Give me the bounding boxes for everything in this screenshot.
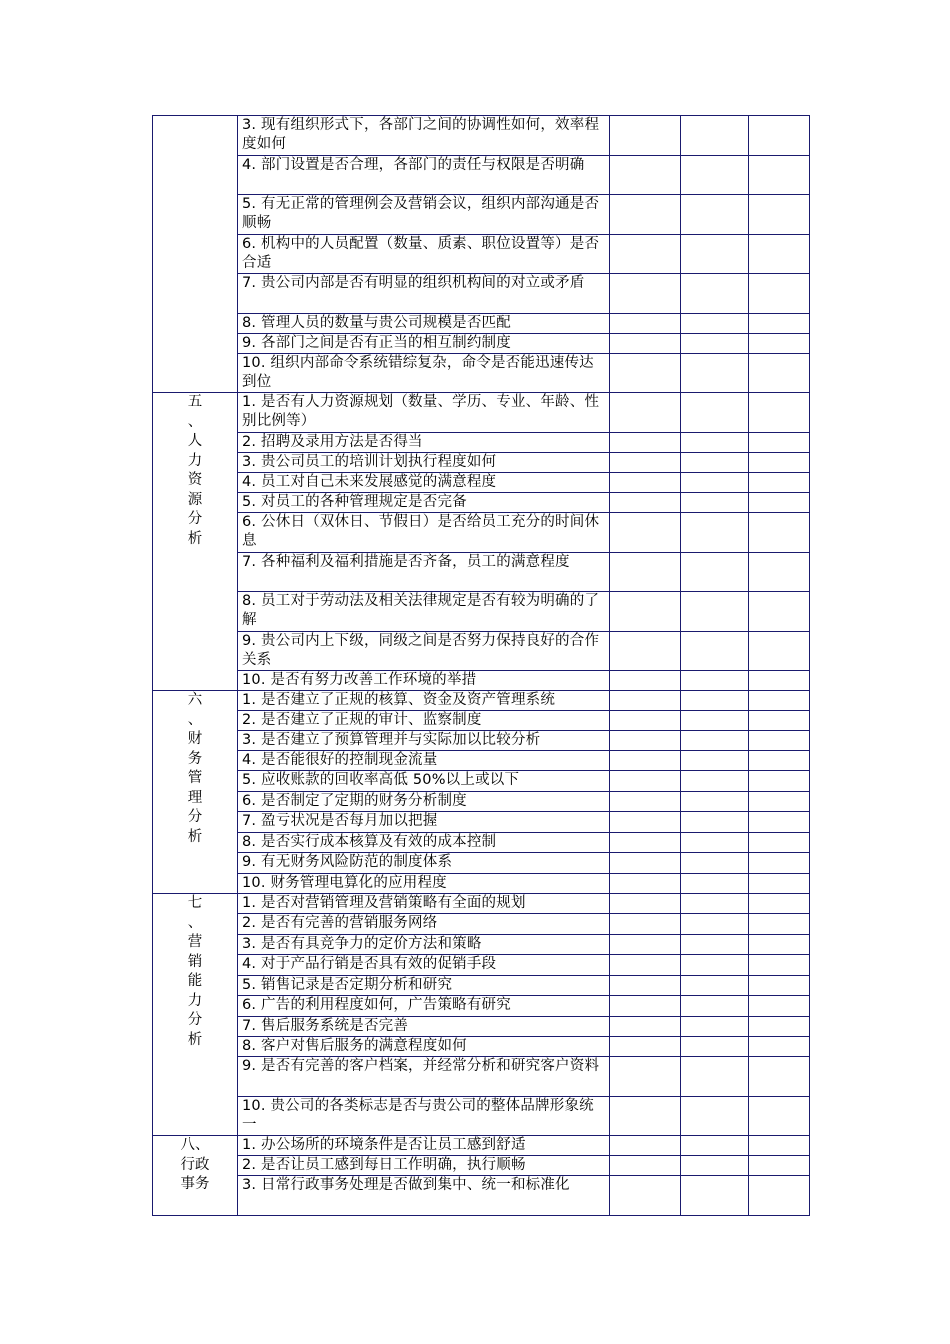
rating-cell: [610, 274, 681, 314]
checklist-item: 8. 是否实行成本核算及有效的成本控制: [238, 833, 610, 853]
rating-cell: [681, 812, 749, 833]
rating-cell: [749, 334, 810, 354]
checklist-item: 5. 销售记录是否定期分析和研究: [238, 976, 610, 996]
rating-cell: [610, 771, 681, 792]
rating-cell: [610, 1057, 681, 1097]
rating-cell: [681, 314, 749, 334]
checklist-item: 9. 有无财务风险防范的制度体系: [238, 853, 610, 874]
rating-cell: [610, 592, 681, 632]
rating-cell: [681, 792, 749, 812]
rating-cell: [749, 235, 810, 274]
rating-cell: [681, 116, 749, 156]
section-title-hr: 五 、 人 力 资 源 分 析: [153, 393, 238, 691]
checklist-item: 7. 贵公司内部是否有明显的组织机构间的对立或矛盾: [238, 274, 610, 314]
rating-cell: [610, 1017, 681, 1037]
checklist-item: 1. 是否有人力资源规划（数量、学历、专业、年龄、性别比例等）: [238, 393, 610, 433]
table-row: [153, 751, 810, 771]
rating-cell: [610, 996, 681, 1017]
rating-cell: [681, 195, 749, 235]
rating-cell: [681, 513, 749, 553]
rating-cell: [749, 771, 810, 792]
rating-cell: [610, 853, 681, 874]
checklist-item: 9. 是否有完善的客户档案，并经常分析和研究客户资料: [238, 1057, 610, 1097]
rating-cell: [681, 156, 749, 195]
checklist-item: 3. 是否建立了预算管理并与实际加以比较分析: [238, 731, 610, 751]
rating-cell: [681, 935, 749, 955]
rating-cell: [610, 1136, 681, 1156]
section-cell-continued: [153, 116, 238, 393]
table-row: [153, 116, 810, 156]
rating-cell: [749, 493, 810, 513]
rating-cell: [749, 314, 810, 334]
rating-cell: [749, 996, 810, 1017]
table-row: [153, 235, 810, 274]
checklist-item: 8. 管理人员的数量与贵公司规模是否匹配: [238, 314, 610, 334]
table-row: [153, 914, 810, 935]
checklist-item: 6. 广告的利用程度如何，广告策略有研究: [238, 996, 610, 1017]
checklist-item: 8. 客户对售后服务的满意程度如何: [238, 1037, 610, 1057]
rating-cell: [610, 812, 681, 833]
rating-cell: [681, 853, 749, 874]
rating-cell: [610, 874, 681, 894]
table-row: [153, 195, 810, 235]
rating-cell: [610, 1176, 681, 1216]
rating-cell: [610, 553, 681, 592]
analysis-checklist-table: [152, 115, 810, 1216]
rating-cell: [610, 235, 681, 274]
rating-cell: [610, 116, 681, 156]
rating-cell: [610, 156, 681, 195]
rating-cell: [681, 632, 749, 671]
table-row: [153, 1097, 810, 1136]
table-row: [153, 833, 810, 853]
table-row: [153, 996, 810, 1017]
table-row: [153, 1156, 810, 1176]
table-row: [153, 812, 810, 833]
checklist-item: 7. 售后服务系统是否完善: [238, 1017, 610, 1037]
table-row: [153, 354, 810, 393]
rating-cell: [610, 632, 681, 671]
rating-cell: [749, 553, 810, 592]
rating-cell: [749, 453, 810, 473]
checklist-item: 7. 各种福利及福利措施是否齐备，员工的满意程度: [238, 553, 610, 592]
checklist-item: 1. 办公场所的环境条件是否让员工感到舒适: [238, 1136, 610, 1156]
rating-cell: [610, 1097, 681, 1136]
table-row: [153, 553, 810, 592]
checklist-item: 2. 是否有完善的营销服务网络: [238, 914, 610, 935]
rating-cell: [681, 274, 749, 314]
section-title-marketing: 七 、 营 销 能 力 分 析: [153, 894, 238, 1136]
checklist-item: 10. 贵公司的各类标志是否与贵公司的整体品牌形象统一: [238, 1097, 610, 1136]
checklist-item: 4. 对于产品行销是否具有效的促销手段: [238, 955, 610, 976]
rating-cell: [610, 493, 681, 513]
rating-cell: [749, 1136, 810, 1156]
table-row: [153, 691, 810, 711]
table-row: [153, 274, 810, 314]
rating-cell: [610, 195, 681, 235]
table-row: [153, 853, 810, 874]
checklist-item: 3. 贵公司员工的培训计划执行程度如何: [238, 453, 610, 473]
rating-cell: [610, 976, 681, 996]
rating-cell: [610, 453, 681, 473]
rating-cell: [749, 433, 810, 453]
checklist-item: 4. 是否能很好的控制现金流量: [238, 751, 610, 771]
checklist-item: 3. 现有组织形式下，各部门之间的协调性如何，效率程度如何: [238, 116, 610, 156]
rating-cell: [681, 1057, 749, 1097]
rating-cell: [749, 1097, 810, 1136]
rating-cell: [610, 894, 681, 914]
rating-cell: [610, 671, 681, 691]
checklist-item: 5. 有无正常的管理例会及营销会议，组织内部沟通是否顺畅: [238, 195, 610, 235]
rating-cell: [681, 1097, 749, 1136]
rating-cell: [749, 156, 810, 195]
rating-cell: [749, 632, 810, 671]
table-row: [153, 894, 810, 914]
rating-cell: [749, 731, 810, 751]
rating-cell: [610, 1037, 681, 1057]
rating-cell: [681, 433, 749, 453]
rating-cell: [749, 393, 810, 433]
rating-cell: [681, 453, 749, 473]
rating-cell: [681, 1037, 749, 1057]
rating-cell: [749, 195, 810, 235]
rating-cell: [610, 792, 681, 812]
checklist-item: 2. 是否让员工感到每日工作明确，执行顺畅: [238, 1156, 610, 1176]
table-row: [153, 935, 810, 955]
table-row: [153, 513, 810, 553]
rating-cell: [749, 894, 810, 914]
table-row: [153, 632, 810, 671]
rating-cell: [681, 955, 749, 976]
rating-cell: [610, 1156, 681, 1176]
table-row: [153, 592, 810, 632]
table-row: [153, 473, 810, 493]
checklist-item: 5. 应收账款的回收率高低 50%以上或以下: [238, 771, 610, 792]
rating-cell: [681, 592, 749, 632]
rating-cell: [610, 711, 681, 731]
rating-cell: [681, 1017, 749, 1037]
table-row: [153, 731, 810, 751]
checklist-item: 6. 是否制定了定期的财务分析制度: [238, 792, 610, 812]
rating-cell: [681, 874, 749, 894]
checklist-item: 2. 是否建立了正规的审计、监察制度: [238, 711, 610, 731]
rating-cell: [749, 1156, 810, 1176]
table-row: [153, 453, 810, 473]
rating-cell: [681, 334, 749, 354]
rating-cell: [749, 792, 810, 812]
checklist-item: 3. 是否有具竞争力的定价方法和策略: [238, 935, 610, 955]
rating-cell: [610, 314, 681, 334]
table-row: [153, 792, 810, 812]
rating-cell: [749, 513, 810, 553]
rating-cell: [749, 976, 810, 996]
table-row: [153, 493, 810, 513]
rating-cell: [681, 1136, 749, 1156]
rating-cell: [749, 711, 810, 731]
rating-cell: [610, 433, 681, 453]
table-row: [153, 314, 810, 334]
rating-cell: [681, 711, 749, 731]
checklist-item: 10. 财务管理电算化的应用程度: [238, 874, 610, 894]
rating-cell: [610, 393, 681, 433]
checklist-item: 8. 员工对于劳动法及相关法律规定是否有较为明确的了解: [238, 592, 610, 632]
table-row: [153, 671, 810, 691]
rating-cell: [681, 833, 749, 853]
checklist-item: 2. 招聘及录用方法是否得当: [238, 433, 610, 453]
checklist-item: 3. 日常行政事务处理是否做到集中、统一和标准化: [238, 1176, 610, 1216]
table-row: [153, 433, 810, 453]
rating-cell: [681, 894, 749, 914]
rating-cell: [749, 833, 810, 853]
rating-cell: [681, 691, 749, 711]
section-title-finance: 六 、 财 务 管 理 分 析: [153, 691, 238, 894]
rating-cell: [681, 914, 749, 935]
rating-cell: [610, 354, 681, 393]
table-row: [153, 1017, 810, 1037]
rating-cell: [681, 996, 749, 1017]
rating-cell: [749, 671, 810, 691]
rating-cell: [749, 935, 810, 955]
checklist-item: 5. 对员工的各种管理规定是否完备: [238, 493, 610, 513]
table-row: [153, 771, 810, 792]
rating-cell: [749, 812, 810, 833]
rating-cell: [681, 553, 749, 592]
rating-cell: [610, 935, 681, 955]
rating-cell: [681, 493, 749, 513]
rating-cell: [610, 513, 681, 553]
rating-cell: [610, 914, 681, 935]
table-row: [153, 976, 810, 996]
section-title-admin: 八、 行政 事务: [153, 1136, 238, 1216]
rating-cell: [681, 1176, 749, 1216]
rating-cell: [749, 751, 810, 771]
rating-cell: [749, 1017, 810, 1037]
checklist-item: 7. 盈亏状况是否每月加以把握: [238, 812, 610, 833]
rating-cell: [749, 116, 810, 156]
rating-cell: [681, 1156, 749, 1176]
rating-cell: [749, 955, 810, 976]
checklist-item: 1. 是否对营销管理及营销策略有全面的规划: [238, 894, 610, 914]
rating-cell: [749, 274, 810, 314]
rating-cell: [610, 691, 681, 711]
table-row: [153, 334, 810, 354]
table-row: [153, 156, 810, 195]
checklist-item: 9. 各部门之间是否有正当的相互制约制度: [238, 334, 610, 354]
rating-cell: [681, 235, 749, 274]
rating-cell: [681, 771, 749, 792]
rating-cell: [749, 853, 810, 874]
checklist-item: 9. 贵公司内上下级，同级之间是否努力保持良好的合作关系: [238, 632, 610, 671]
rating-cell: [681, 473, 749, 493]
checklist-item: 4. 员工对自己未来发展感觉的满意程度: [238, 473, 610, 493]
rating-cell: [681, 751, 749, 771]
rating-cell: [610, 731, 681, 751]
checklist-item: 1. 是否建立了正规的核算、资金及资产管理系统: [238, 691, 610, 711]
rating-cell: [749, 914, 810, 935]
checklist-item: 6. 机构中的人员配置（数量、质素、职位设置等）是否合适: [238, 235, 610, 274]
rating-cell: [681, 354, 749, 393]
table-row: [153, 711, 810, 731]
rating-cell: [610, 833, 681, 853]
table-row: [153, 955, 810, 976]
table-row: [153, 1057, 810, 1097]
rating-cell: [749, 354, 810, 393]
table-row: [153, 874, 810, 894]
rating-cell: [610, 473, 681, 493]
rating-cell: [749, 874, 810, 894]
table-row: [153, 1136, 810, 1156]
rating-cell: [610, 334, 681, 354]
rating-cell: [610, 955, 681, 976]
rating-cell: [681, 976, 749, 996]
rating-cell: [749, 691, 810, 711]
rating-cell: [749, 1057, 810, 1097]
rating-cell: [749, 1176, 810, 1216]
rating-cell: [681, 393, 749, 433]
rating-cell: [681, 731, 749, 751]
rating-cell: [749, 1037, 810, 1057]
checklist-item: 6. 公休日（双休日、节假日）是否给员工充分的时间休息: [238, 513, 610, 553]
rating-cell: [749, 473, 810, 493]
checklist-item: 4. 部门设置是否合理，各部门的责任与权限是否明确: [238, 156, 610, 195]
checklist-item: 10. 组织内部命令系统错综复杂，命令是否能迅速传达到位: [238, 354, 610, 393]
table-row: [153, 1176, 810, 1216]
table-row: [153, 393, 810, 433]
rating-cell: [681, 671, 749, 691]
rating-cell: [749, 592, 810, 632]
table-row: [153, 1037, 810, 1057]
rating-cell: [610, 751, 681, 771]
checklist-item: 10. 是否有努力改善工作环境的举措: [238, 671, 610, 691]
